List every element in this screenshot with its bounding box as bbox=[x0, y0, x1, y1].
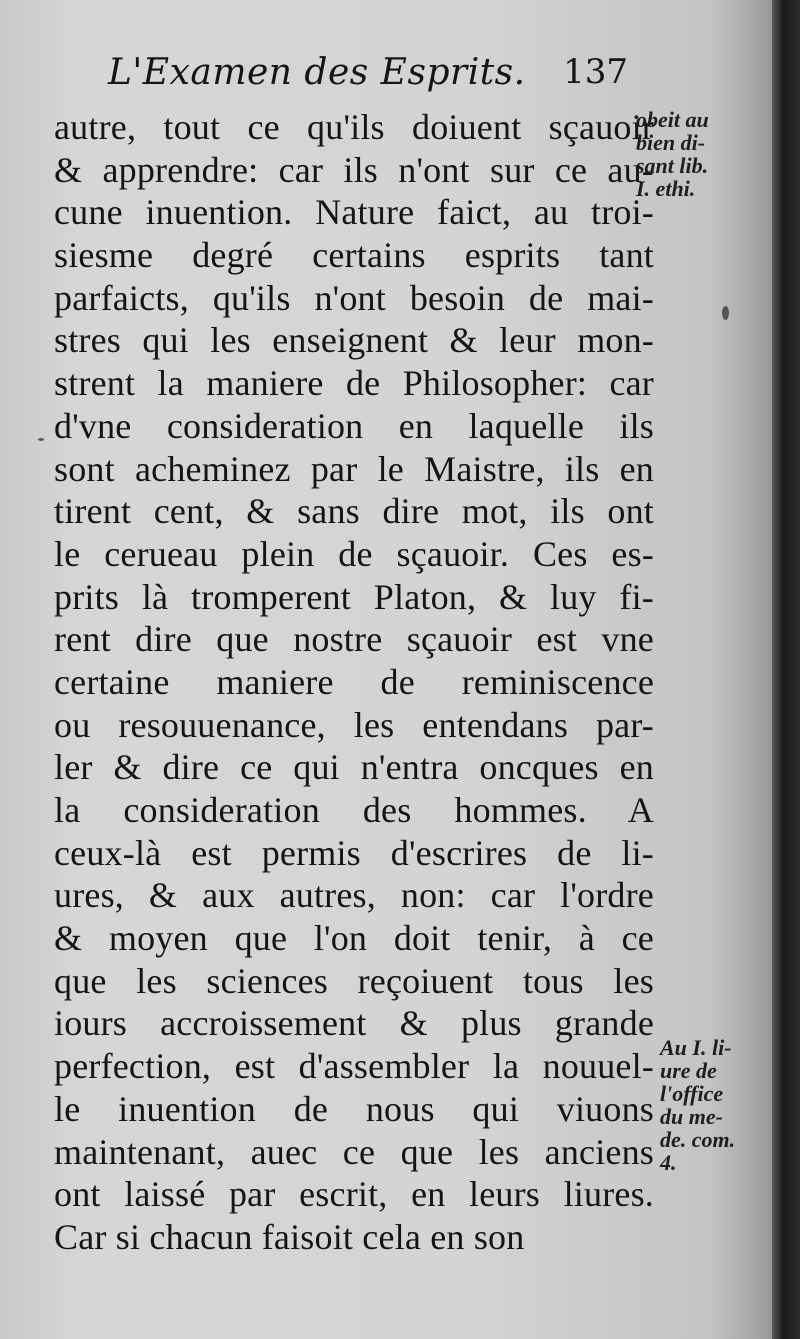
text-line: & apprendre: car ils n'ont sur ce au- bbox=[54, 149, 654, 190]
text-line: stres qui les enseignent & leur mon- bbox=[54, 320, 654, 361]
text-line: que les sciences reçoiuent tous les bbox=[54, 960, 654, 1001]
margin-note-line: Au I. li- bbox=[660, 1035, 732, 1060]
text-line: cune inuention. Nature faict, au troi- bbox=[54, 192, 654, 233]
body-text bbox=[54, 106, 654, 1259]
margin-note-line: I. ethi. bbox=[636, 176, 696, 201]
running-title: L'Examen des Esprits. bbox=[108, 52, 526, 93]
text-line: rent dire que nostre sçauoir est vne bbox=[54, 619, 654, 660]
margin-note-line: du me- bbox=[660, 1104, 723, 1129]
book-binding-edge bbox=[772, 0, 800, 1339]
text-line: la consideration des hommes. A bbox=[54, 790, 654, 830]
text-line: certaine maniere de reminiscence bbox=[54, 661, 654, 702]
text-line: & moyen que l'on doit tenir, à ce bbox=[54, 918, 654, 959]
text-line: prits là tromperent Platon, & luy fi- bbox=[54, 576, 654, 617]
margin-note-line: sant lib. bbox=[636, 153, 709, 178]
page-number: 137 bbox=[563, 52, 628, 92]
margin-note-line: de. com. bbox=[660, 1127, 736, 1152]
text-line: perfection, est d'assembler la nouuel- bbox=[54, 1046, 654, 1087]
text-line: Car si chacun faisoit cela en son bbox=[54, 1216, 525, 1257]
text-line: iours accroissement & plus grande bbox=[54, 1003, 654, 1044]
margin-note-line: bien di- bbox=[636, 130, 706, 155]
page-header bbox=[108, 52, 628, 102]
text-line: ceux-là est permis d'escrires de li- bbox=[54, 832, 654, 873]
margin-note-line: 4. bbox=[660, 1150, 677, 1175]
paper-speck bbox=[38, 438, 44, 441]
text-line: maintenant, auec ce que les anciens bbox=[54, 1131, 654, 1172]
text-line: sont acheminez par le Maistre, ils en bbox=[54, 448, 654, 489]
text-line: siesme degré certains esprits tant bbox=[54, 235, 654, 276]
text-line: parfaicts, qu'ils n'ont besoin de mai- bbox=[54, 277, 654, 318]
text-line: ures, & aux autres, non: car l'ordre bbox=[54, 875, 654, 916]
margin-note-office bbox=[660, 1036, 770, 1174]
text-line: ler & dire ce qui n'entra oncques en bbox=[54, 747, 654, 788]
text-line: autre, tout ce qu'ils doiuent sçauoir bbox=[54, 107, 654, 147]
text-line: le inuention de nous qui viuons bbox=[54, 1088, 654, 1129]
text-line: d'vne consideration en laquelle ils bbox=[54, 405, 654, 446]
paper-speck bbox=[722, 306, 729, 320]
margin-note-line: l'office bbox=[660, 1081, 724, 1106]
text-line: ont laissé par escrit, en leurs liures. bbox=[54, 1174, 654, 1215]
margin-note-line: ure de bbox=[660, 1058, 717, 1083]
text-line: strent la maniere de Philosopher: car bbox=[54, 363, 654, 404]
text-line: ou resouuenance, les entendans par- bbox=[54, 704, 654, 745]
margin-note-line: obeit au bbox=[636, 107, 709, 132]
text-line: le cerueau plein de sçauoir. Ces es- bbox=[54, 533, 654, 574]
margin-note-ethics bbox=[636, 108, 766, 200]
text-line: tirent cent, & sans dire mot, ils ont bbox=[54, 491, 654, 532]
